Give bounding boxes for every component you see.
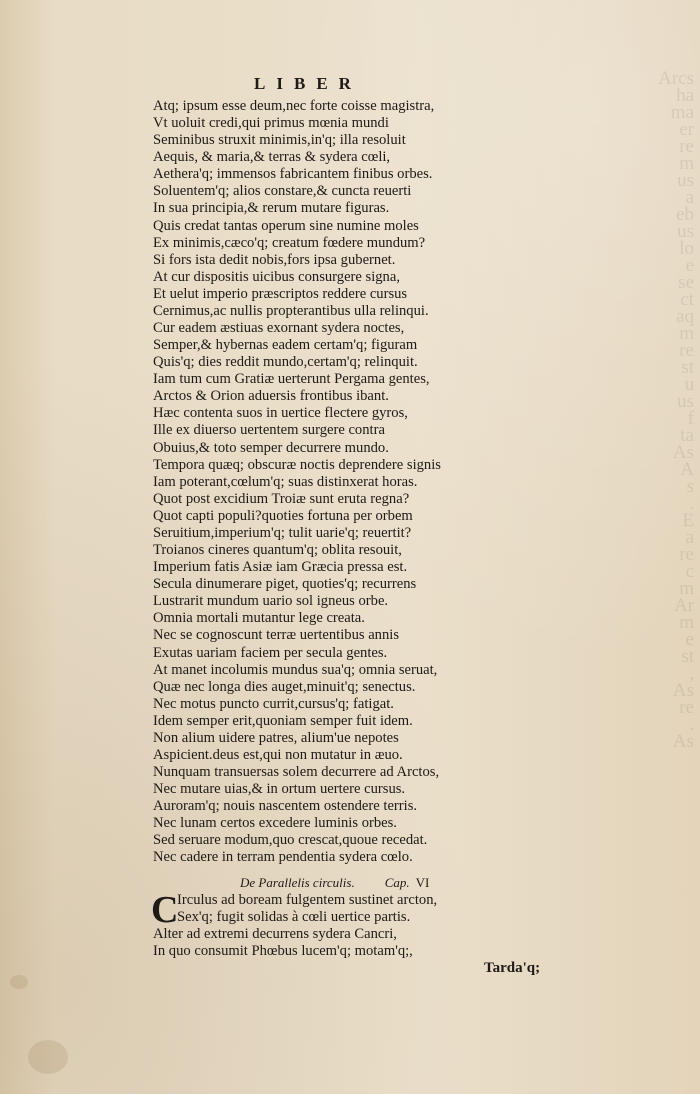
verse-line: Si fors ista dedit nobis,fors ipsa gubernet. (153, 251, 396, 268)
verse-line: Non alium uidere patres, alium'ue nepotes (153, 729, 399, 746)
verse-line: Nec motus puncto currit,cursus'q; fatigat. (153, 695, 394, 712)
verse-line: Nec lunam certos excedere luminis orbes. (153, 815, 397, 832)
verse-line: Soluentem'q; alios constare,& cuncta reuerti (153, 183, 412, 200)
verse-line: Imperium fatis Asiæ iam Græcia pressa est. (153, 559, 408, 576)
verse-line: Vt uoluit credi,qui primus mœnia mundi (153, 115, 389, 132)
verse-line: Nunquam transuersas solem decurrere ad Arctos, (153, 764, 440, 781)
verse-line: Troianos cineres quantum'q; oblita resouit, (153, 542, 402, 559)
verse-line: Nec mutare uias,& in ortum uertere cursus. (153, 781, 406, 798)
verse-line: Tempora quæq; obscuræ noctis deprendere signis (153, 456, 441, 473)
verse-line: In sua principia,& rerum mutare figuras. (153, 200, 390, 217)
drop-cap: C (151, 889, 179, 931)
verse-line: Seruitium,imperium'q; tulit uarie'q; reuertit? (153, 524, 412, 541)
verse-line: Atq; ipsum esse deum,nec forte coisse magistra, (153, 98, 435, 114)
chapter-title: De Parallelis circulis. (240, 875, 355, 890)
paper-stain (28, 1040, 68, 1074)
verse-line: Aspicient.deus est,qui non mutatur in æuo. (153, 746, 403, 763)
verse-line: Quæ nec longa dies auget,minuit'q; senectus. (153, 678, 416, 695)
verse-line: Quot post excidium Troiæ sunt eruta regna? (153, 490, 410, 507)
verse-line: Quot capti populi?quoties fortuna per orbem (153, 507, 413, 524)
verse-line: Aethera'q; immensos fabricantem finibus orbes. (153, 166, 433, 183)
chapter-verse-line: Irculus ad boream fulgentem sustinet arcton, (177, 892, 438, 908)
verse-line: Nec se cognoscunt terræ uertentibus annis (153, 627, 399, 644)
chapter-verse-line: Sex'q; fugit solidas à cœli uertice partis. (177, 909, 411, 926)
verse-line: Iam poterant,cœlum'q; suas distinxerat horas. (153, 473, 418, 490)
paper-stain (10, 975, 28, 989)
verse-block (153, 98, 573, 867)
verse-line: Secula dinumerare piget, quoties'q; recurrens (153, 576, 417, 593)
chapter-verse-block (151, 889, 573, 960)
verse-line: Hæc contenta suos in uertice flectere gyros, (153, 405, 408, 422)
chapter-cap-label: Cap. (384, 875, 410, 890)
verse-line: Lustrarit mundum uario sol igneus orbe. (153, 593, 389, 610)
chapter-verse-line: In quo consumit Phœbus lucem'q; motam'q;, (153, 943, 413, 960)
chapter-number: VI (415, 875, 430, 890)
verse-line: Quis'q; dies reddit mundo,certam'q; relinquit. (153, 354, 418, 371)
show-through-text: Arcs ha ma er re m us a eb us lo e se ct aq m re st u us f ta As A s . E a re c m Ar m e st , As re . As (658, 70, 694, 752)
verse-line: Cernimus,ac nullis propterantibus ulla relinqui. (153, 302, 429, 319)
running-head: LIBER (254, 74, 362, 93)
verse-line: At manet incolumis mundus sua'q; omnia seruat, (153, 661, 438, 678)
verse-line: Iam tum cum Gratiæ uerterunt Pergama gentes, (153, 371, 430, 388)
verse-line: Arctos & Orion aduersis frontibus ibant. (153, 388, 389, 405)
verse-line: Et uelut imperio præscriptos reddere cursus (153, 285, 408, 302)
verse-line: Sed seruare modum,quo crescat,quoue recedat. (153, 832, 428, 849)
verse-line: Ex minimis,cæco'q; creatum fœdere mundum? (153, 234, 426, 251)
verse-line: Seminibus struxit minimis,in'q; illa resoluit (153, 132, 406, 149)
verse-line: At cur dispositis uicibus consurgere signa, (153, 268, 400, 285)
chapter-verse-line: Alter ad extremi decurrens sydera Cancri, (153, 926, 397, 943)
verse-line: Idem semper erit,quoniam semper fuit idem. (153, 712, 413, 729)
verse-line: Aequis, & maria,& terras & sydera cœli, (153, 149, 391, 166)
verse-line: Nec cadere in terram pendentia sydera cœlo. (153, 849, 413, 866)
catchword: Tarda'q; (484, 960, 541, 976)
chapter-heading (240, 875, 480, 891)
verse-line: Obuius,& toto semper decurrere mundo. (153, 439, 389, 456)
verse-line: Auroram'q; nouis nascentem ostendere terris. (153, 798, 418, 815)
verse-line: Ille ex diuerso uertentem surgere contra (153, 422, 385, 439)
verse-line: Omnia mortali mutantur lege creata. (153, 610, 365, 627)
verse-line: Exutas uariam faciem per secula gentes. (153, 644, 388, 661)
verse-line: Quis credat tantas operum sine numine moles (153, 217, 419, 234)
verse-line: Semper,& hybernas eadem certam'q; figuram (153, 337, 418, 354)
verse-line: Cur eadem æstiuas exornant sydera noctes, (153, 320, 405, 337)
